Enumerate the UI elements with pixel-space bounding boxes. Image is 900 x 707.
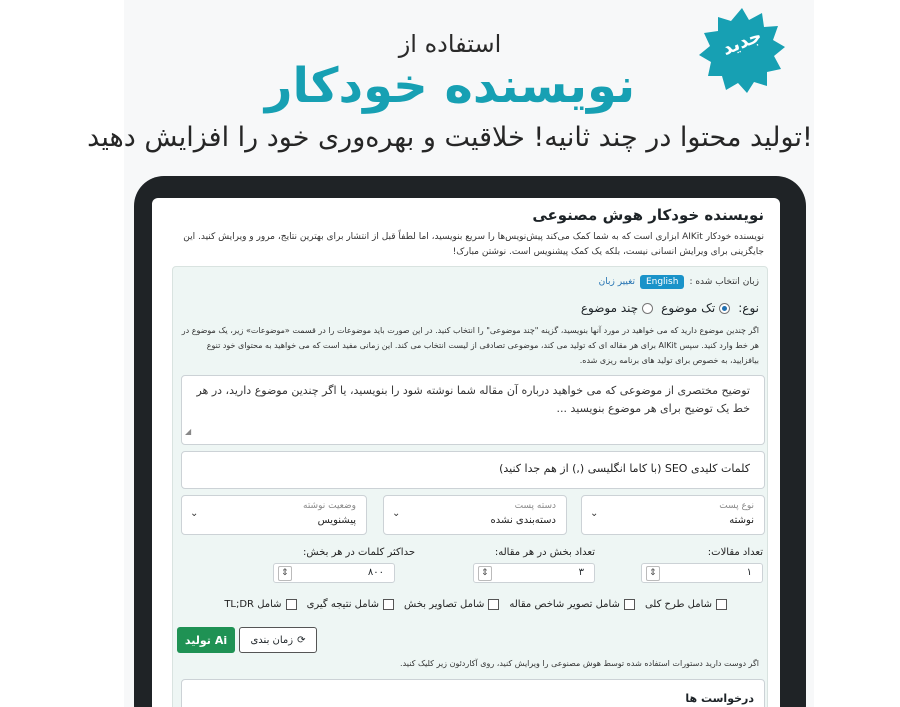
- type-multi-option[interactable]: [581, 301, 653, 315]
- category-label: دسته پست: [514, 501, 556, 511]
- checkbox-label: شامل TL;DR: [224, 599, 282, 610]
- badge-label: جدید: [719, 25, 765, 60]
- articles-count-input[interactable]: [641, 563, 763, 583]
- sections-count-label: تعداد بخش در هر مقاله:: [494, 547, 595, 558]
- chevron-down-icon: ⌄: [590, 508, 599, 519]
- featured-image-checkbox[interactable]: [509, 599, 635, 610]
- language-label: زبان انتخاب شده :: [689, 277, 759, 287]
- stepper-icon[interactable]: ⇕: [478, 566, 492, 581]
- checkbox-label: شامل طرح کلی: [644, 599, 712, 610]
- options-checkboxes: [224, 599, 727, 610]
- seo-keywords-input[interactable]: [181, 451, 765, 489]
- checkbox-box[interactable]: [286, 599, 297, 610]
- checkbox-label: شامل نتیجه گیری: [306, 599, 380, 610]
- multi-radio[interactable]: [642, 303, 653, 314]
- checkbox-box[interactable]: [716, 599, 727, 610]
- checkbox-label: شامل تصاویر بخش: [404, 599, 485, 610]
- schedule-label: زمان بندی: [250, 634, 294, 646]
- topic-placeholder: توضیح مختصری از موضوعی که می خواهید درباره آن مقاله شما نوشته شود را بنویسید، یا اگر چندین موضوع دارید، در هر خط یک توضیح برای هر موضوع بنویسید ...: [196, 384, 750, 415]
- section-images-checkbox[interactable]: [404, 599, 499, 610]
- type-help-text: اگر چندین موضوع دارید که می خواهید در مورد آنها بنویسید، گزینه "چند موضوعی" را انتخاب کنید. در این صورت باید موضوعات را در قسمت «موضوعات» زیر، یک موضوع در هر خط وارد کنید. سپس AIKit برای هر مقاله ای که تولید می کند، موضوعی تصادفی از لیست انتخاب می کند. این زمانی مفید است که می خواهید به محتوای خود تنوع بیافزایید، به خصوص برای تولید های برنامه ریزی شده.: [181, 326, 759, 365]
- stepper-icon[interactable]: ⇕: [278, 566, 292, 581]
- post-type-select[interactable]: [581, 495, 765, 535]
- generate-label: تولید: [184, 633, 211, 647]
- conclusion-checkbox[interactable]: [307, 599, 394, 610]
- checkbox-box[interactable]: [624, 599, 635, 610]
- single-label: تک موضوع: [661, 301, 716, 315]
- post-type-label: نوع پست: [719, 501, 754, 511]
- status-value: پیشنویس: [317, 515, 356, 526]
- chevron-down-icon: ⌄: [190, 508, 199, 519]
- hero-tagline: تولید محتوا در چند ثانیه! خلاقیت و بهره‌وری خود را افزایش دهید!: [87, 122, 813, 153]
- chevron-down-icon: ⌄: [392, 508, 401, 519]
- ai-icon: Ai: [214, 633, 228, 647]
- hero-title: نویسنده خودکار: [264, 58, 636, 114]
- post-type-value: نوشته: [729, 515, 754, 526]
- hero-subtitle: استفاده از: [398, 30, 502, 58]
- topic-textarea[interactable]: [181, 375, 765, 445]
- words-count-input[interactable]: [273, 563, 395, 583]
- refresh-icon: ⟳: [297, 634, 306, 646]
- checkbox-box[interactable]: [488, 599, 499, 610]
- words-count-label: حداکثر کلمات در هر بخش:: [303, 547, 415, 558]
- prompts-note: اگر دوست دارید دستورات استفاده شده توسط هوش مصنوعی را ویرایش کنید، روی آکاردئون زیر کلیک کنید.: [400, 659, 759, 668]
- status-select[interactable]: [181, 495, 367, 535]
- generate-button[interactable]: [177, 627, 235, 653]
- writer-form: [172, 266, 768, 707]
- accordion-title: درخواست ها: [685, 692, 754, 705]
- app-description: نویسنده خودکار AIKit ابزاری است که به شما کمک می‌کند پیش‌نویس‌ها را سریع بنویسید، اما لطفاً قبل از انتشار برای بهترین نتایج، مرور و ویرایش کنید. این جایگزینی برای ویرایش انسانی نیست، بلکه یک کمک پیشنویس است. نوشتن مبارک!: [183, 232, 764, 257]
- single-radio[interactable]: [719, 303, 730, 314]
- category-select[interactable]: [383, 495, 567, 535]
- words-count-value: ۸۰۰: [367, 567, 384, 578]
- type-label: نوع:: [738, 301, 759, 315]
- status-label: وضعیت نوشته: [303, 501, 356, 511]
- multi-label: چند موضوع: [580, 301, 639, 315]
- prompts-accordion[interactable]: [181, 679, 765, 707]
- sections-count-input[interactable]: [473, 563, 595, 583]
- seo-placeholder: کلمات کلیدی SEO (با کاما انگلیسی (,) از هم جدا کنید): [499, 462, 750, 475]
- new-badge: [698, 6, 786, 94]
- checkbox-box[interactable]: [383, 599, 394, 610]
- resize-handle-icon[interactable]: ◢: [185, 427, 192, 436]
- articles-count-value: ۱: [746, 567, 752, 578]
- category-value: دسته‌بندی نشده: [490, 515, 556, 526]
- sections-count-value: ۳: [578, 567, 584, 578]
- app-title: نویسنده خودکار هوش مصنوعی: [532, 206, 764, 224]
- articles-count-label: تعداد مقالات:: [707, 547, 763, 558]
- stepper-icon[interactable]: ⇕: [646, 566, 660, 581]
- language-row: [599, 275, 759, 289]
- outline-checkbox[interactable]: [645, 599, 727, 610]
- checkbox-label: شامل تصویر شاخص مقاله: [509, 599, 620, 610]
- tldr-checkbox[interactable]: [224, 599, 296, 610]
- type-selector: [581, 301, 759, 315]
- app-screen: [152, 198, 780, 707]
- language-current-button[interactable]: English: [640, 275, 685, 289]
- type-single-option[interactable]: [661, 301, 730, 315]
- change-language-link[interactable]: تغییر زبان: [598, 277, 635, 287]
- schedule-button[interactable]: [239, 627, 317, 653]
